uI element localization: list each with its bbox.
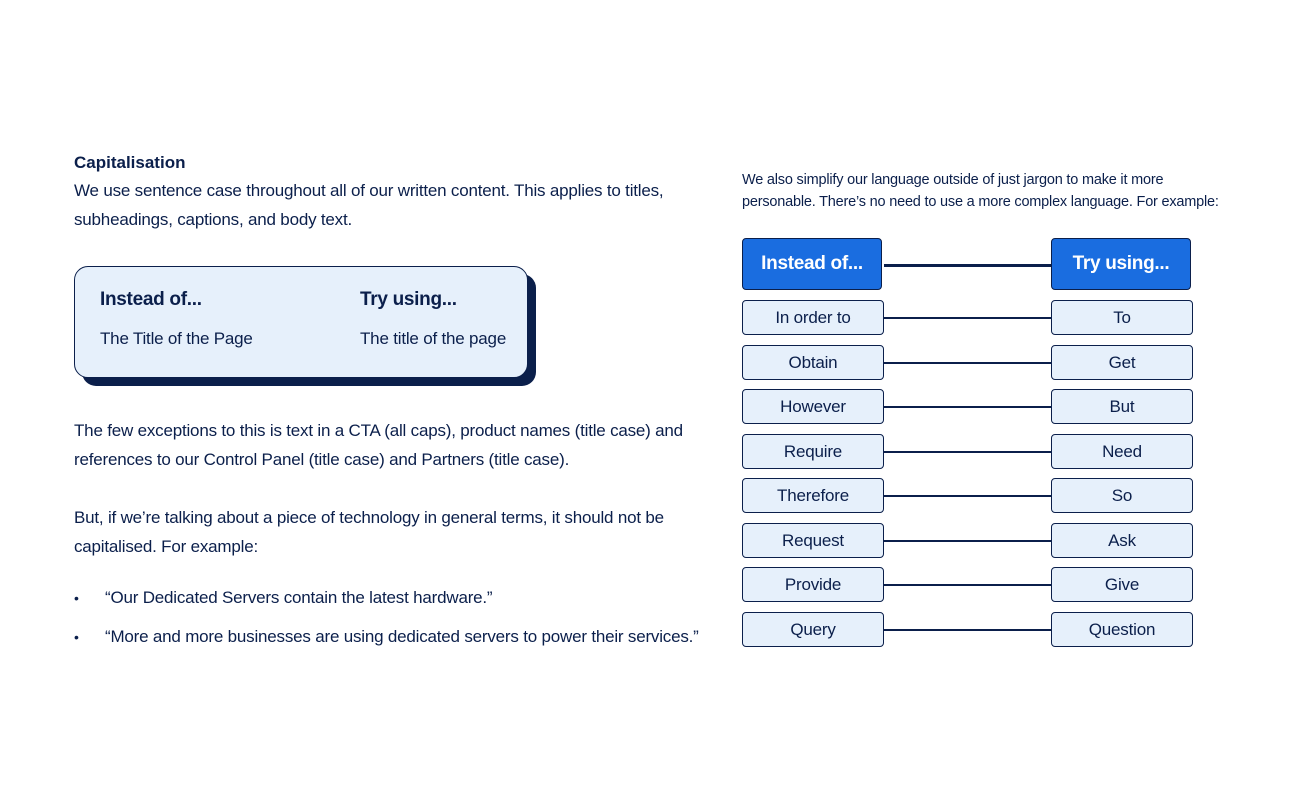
list-item: [74, 586, 714, 610]
example-card-wrapper: [74, 266, 536, 386]
row-connector-line: [884, 584, 1051, 586]
bullet-text: “Our Dedicated Servers contain the latest hardware.”: [105, 588, 493, 607]
header-instead-box: Instead of...: [742, 238, 882, 290]
example-card: [74, 266, 528, 378]
try-cell-question: Question: [1051, 612, 1193, 647]
capitalisation-heading: Capitalisation: [74, 153, 186, 172]
list-item: [74, 625, 714, 649]
bullet-icon: •: [74, 590, 79, 606]
try-cell-but: But: [1051, 389, 1193, 424]
header-connector-line: [884, 264, 1051, 267]
instead-cell-in-order-to: In order to: [742, 300, 884, 335]
try-cell-give: Give: [1051, 567, 1193, 602]
try-cell-get: Get: [1051, 345, 1193, 380]
capitalisation-section: [74, 152, 674, 234]
general-terms-paragraph: But, if we’re talking about a piece of technology in general terms, it should not be capitalised. For example:: [74, 508, 664, 556]
row-connector-line: [884, 362, 1051, 364]
try-cell-so: So: [1051, 478, 1193, 513]
try-cell-to: To: [1051, 300, 1193, 335]
instead-cell-request: Request: [742, 523, 884, 558]
simplify-intro: We also simplify our language outside of just jargon to make it more personable. There’s no need to use a more complex language. For example:: [742, 172, 1219, 210]
row-connector-line: [884, 406, 1051, 408]
header-try-box: Try using...: [1051, 238, 1191, 290]
instead-cell-provide: Provide: [742, 567, 884, 602]
instead-cell-query: Query: [742, 612, 884, 647]
example-instead-column: [100, 289, 253, 349]
row-connector-line: [884, 495, 1051, 497]
row-connector-line: [884, 540, 1051, 542]
try-cell-ask: Ask: [1051, 523, 1193, 558]
row-connector-line: [884, 317, 1051, 319]
capitalisation-intro: We use sentence case throughout all of our written content. This applies to titles, subheadings, captions, and body text.: [74, 181, 664, 229]
example-bullet-list: [74, 586, 714, 664]
row-connector-line: [884, 451, 1051, 453]
bullet-text: “More and more businesses are using dedicated servers to power their services.”: [105, 627, 699, 646]
instead-cell-require: Require: [742, 434, 884, 469]
row-connector-line: [884, 629, 1051, 631]
example-try-column: [360, 289, 506, 349]
example-instead-title: Instead of...: [100, 289, 202, 310]
instead-cell-obtain: Obtain: [742, 345, 884, 380]
instead-cell-however: However: [742, 389, 884, 424]
exceptions-paragraph: The few exceptions to this is text in a CTA (all caps), product names (title case) and references to our Control Panel (title case) and Partners (title case).: [74, 421, 683, 469]
example-try-title: Try using...: [360, 289, 457, 310]
bullet-icon: •: [74, 629, 79, 645]
example-try-value: The title of the page: [360, 329, 507, 348]
example-instead-value: The Title of the Page: [100, 329, 253, 348]
instead-cell-therefore: Therefore: [742, 478, 884, 513]
try-cell-need: Need: [1051, 434, 1193, 469]
